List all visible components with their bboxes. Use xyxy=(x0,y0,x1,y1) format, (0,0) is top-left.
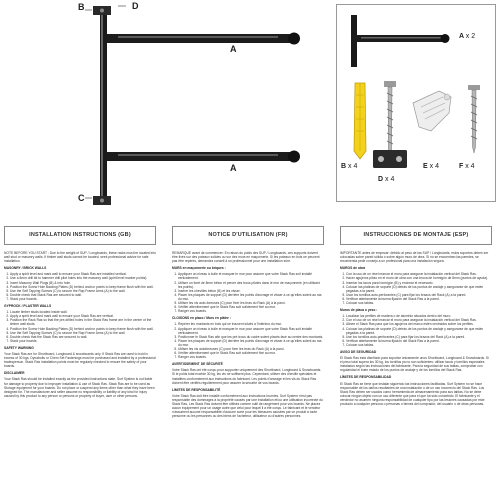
step-item: 3. Insérer les chevilles béton (B) et les visser. xyxy=(178,289,324,293)
section-title: Muros de placa o yeso : xyxy=(340,308,378,313)
part-a-label: A x 2 xyxy=(459,33,476,40)
label-a-lower: A xyxy=(230,163,237,173)
step-item: 6. Vérifier attentivement que le Stack Ras soit solidement fixé au mur. xyxy=(178,305,324,309)
instruction-column-3 xyxy=(340,226,492,496)
step-item: 6. Double check that the Stack Ras are secured to wall. xyxy=(10,335,156,339)
step-item: 7. Colocar sus tablas. xyxy=(346,343,492,347)
step-item: 4. Placer les plaques de support (D) derrière les points d'ancrage et visser à ce qu'elles soient au ras du mur. xyxy=(178,293,324,301)
safety-paragraph: Votre Stack Ras ont été conçu pour supporter uniquement des Shortboard, Longboard & Snowboards. Si le poids total excède 30 kg, les vis ne suffisent plus. Cependant, utiliser des cheville spéciales et installées conformément aux instructions du fabricant. Les points d'ancrage et les vis du Stack Ras doivent être vérifiés régulièrement pour assurer la sécurité de vos boards. xyxy=(172,368,322,385)
step-item: 7. Ranger vos boards. xyxy=(178,309,324,313)
part-d-backing-plate xyxy=(372,148,410,172)
step-item: 5. Utiliser les vis autoforeuses (C) pour fixer les bras du Rack (A) à la paroi. xyxy=(178,347,324,351)
step-item: 1. Locate timber studs located inside wall. xyxy=(10,310,156,314)
step-item: 3. Insertar los tacos para hormigón (B) y encimar el necesario. xyxy=(346,281,492,285)
instruction-column-2 xyxy=(172,226,324,496)
column-heading: INSTRUCCIONES DE MONTAJE (ESP) xyxy=(340,226,492,245)
step-item: 5. Use los tornillos auto-perforantes (C) para fijar los brazos del Rack (A) a la pared. xyxy=(346,335,492,339)
disclaimer-title: LÍMITES DE RESPONSABILIDAD xyxy=(340,375,392,380)
step-item: 7. Stack your boards. xyxy=(10,339,156,343)
step-item: 5. Use the Self Tapping Screws (C) to secure the Rap Frame Arms (A) to the wall. xyxy=(10,289,156,293)
step-item: 5. Utiliser les vis auto-foreuses (C) pour fixer les bras du Rack (A) à la paroi. xyxy=(178,301,324,305)
step-list xyxy=(346,314,492,347)
part-a-bracket xyxy=(343,11,453,71)
step-item: 7. Colocar sus tablas. xyxy=(346,301,492,305)
rack-illustration xyxy=(80,0,320,210)
disclaimer-title: LIMITES DE RESPONSABILITÉ xyxy=(172,387,221,392)
step-item: 6. Double check that Stack Ras are secured to wall. xyxy=(10,293,156,297)
intro-paragraph: IMPORTANTE antes de empezar: debido al peso de las SUP / Longboards, estos soportes deben ser colocadas sobre pared sólida o sobre algún muro de obra. Si no se encuentran las paredes, se recomienda pedir consejo a un profesional para una instalación segura. xyxy=(340,251,489,264)
step-item: 6. Verificar atentamente la buena fijación del Stack Ras a la pared. xyxy=(346,339,492,343)
rack-arm-lower xyxy=(102,152,298,161)
disclaimer-paragraph: Votre Stack Ras doit être installé conformément aux instructions fournies. Surf System n'est pas responsable des dommages à la propriété causés par une installation et/ou une utilisation incorrecte du Stack Ras. Les Stack Ras doivent être utilisés comme outil de rangement pour vos boards. Ne placez aucun équipement pour un usage autre que celui pour lequel il a été conçu. Le fabricant et le vendeur n'assument aucune responsabilité d'aucune sorte pour les blessures causées par ce produit à toute personne ou les personnes ou des biens de l'acheteur, utilisateur ou d'autres personnes. xyxy=(172,393,323,419)
part-d-label: D x 4 xyxy=(378,176,395,183)
safety-title: SAFETY WARNING xyxy=(4,345,34,350)
label-d: D xyxy=(132,1,139,11)
step-item: 4. Placer les plaques de support (D) derrière les points d'ancrage et visser à ce qu'elles soient au ras du mur. xyxy=(178,339,324,347)
step-item: 2. Use a 8mm drill bit to hammer drill pilot holes into the masonry wall (spirit level marker points). xyxy=(10,276,156,280)
part-e-plaster-anchor xyxy=(409,83,455,143)
step-item: 4. Position the Screw Hole Backing Plates (D) behind anchor points to keep frame flush with the wall. xyxy=(10,285,156,289)
label-b: B xyxy=(78,2,85,12)
step-item: 6. Verificar atentamente la buena fijación del Stack Ras a la pared. xyxy=(346,297,492,301)
step-item: 4. Position the Screw Hole Backing Plates (D) behind anchor points to keep frame flush with the wall. xyxy=(10,327,156,331)
column-heading: NOTICE D'UTILISATION (FR) xyxy=(172,226,324,245)
safety-title: AVISO DE SEGURIDAD xyxy=(340,349,377,354)
step-item: 1. Con la uso de un nivel marcar el muro para asegurar la instalación vertical del Stack Ras. xyxy=(346,272,492,276)
step-item: 6. Vérifier attentivement que le Stack Ras soit solidement fixé au mur. xyxy=(178,351,324,355)
safety-paragraph: Your Stack Ras are for Shortboard, Longboard & snowboards only. If Stack Ras are used to hold in excess of 30 kgs, Dynabolts or Chem Set Fastenings must be purchased and installed by a professional tradesperson. Stack Ras installation points must be regularly checked to ensure the safety of your boards. xyxy=(4,351,156,369)
step-item: 4. Colocar las platinas de soporte (D) detrás de los puntos de anclaje y asegurarse de que estén pegadas a la pared. xyxy=(346,327,492,335)
step-item: 2. Con el uso de un nivel marcar el muro para asegurar la instalación vertical del Stack Ras. xyxy=(346,318,492,322)
step-item: 1. Apply a spirit level and mark wall to ensure your Stack Ras are installed vertical. xyxy=(10,272,156,276)
step-list xyxy=(346,272,492,305)
label-c: C xyxy=(78,193,85,203)
section-title: GYPROCK / PLASTER WALLS xyxy=(4,304,52,309)
disclaimer-paragraph: Your Stack Ras should be installed exactly as the provided instructions state. Surf System is not liable for damage to property due to improper installation & use of Stack Ras. Stack Ras are to be used as Storage equipment for your boards. Do not place or suspend any items other than what they have been designed for. The manufacturer and seller assume no responsibility or liability of any kind for injury caused by this product to any person or persons or property of buyer, user or other persons. xyxy=(4,377,155,398)
step-item: 1. Appliquer un niveau à bulle et marquer le mur pour assurer que votre Stack Ras soit installé verticalement. xyxy=(178,272,324,280)
intro-paragraph: REMARQUE avant de commencer: En raison du poids des SUP / Longboards, ces supports doivent être fixés sur des poteaux solides ou sur des murs en maçonnerie. Si les poteaux en bois ne peuvent pas être repérés, demandez conseil à un professionnel pour une installation sûre. xyxy=(172,251,320,264)
section-title: MURS en maçonnerie ou briques : xyxy=(172,266,226,271)
part-f-label: F x 4 xyxy=(459,163,475,170)
step-item: 5. Use the Self Tapping Screws (C) to secure the Rap Frame Arms (A) to the wall. xyxy=(10,331,156,335)
step-item: 3. Insert Masonry Wall Plugs (B) & into hole. xyxy=(10,281,156,285)
step-item: 3. Alinee el Stack Ras para que los agujeros del marco estén centrados sobre los perfiles. xyxy=(346,322,492,326)
step-item: 1. Localizar los perfiles de madera o de aluminio situados dentro del muro. xyxy=(346,314,492,318)
step-list xyxy=(10,272,156,301)
part-e-label: E x 4 xyxy=(423,163,439,170)
rack-arm-upper xyxy=(102,34,298,43)
intro-paragraph: NOTE BEFORE YOU START : Due to the weight of SUP / Longboards, these racks must be located into wall stud or masonry walls. If timber wall studs cannot be located, seek professional advice for safe installation. xyxy=(4,251,156,264)
section-title: MASONRY / BRICK WALLS xyxy=(4,266,47,271)
section-title: CLOISONS en placo / Murs en plâtre : xyxy=(172,316,231,321)
disclaimer-title: DISCLAIMER xyxy=(4,371,25,376)
step-item: 7. Stack your boards. xyxy=(10,297,156,301)
part-d xyxy=(368,148,458,198)
safety-paragraph: El Stack Ras está diseñado para soportar únicamente unos Shortboard, Longboard & Snowboards. Si el peso total supera los 30 kg, los tornillos ya no son suficientes: utilizar tacos y tornillos especiales instalados según las instrucciones del fabricante. Para la seguridad de sus tablas, comprobar con regularidad el buen estado de los puntos de anclaje y de los tornillos del Stack Ras. xyxy=(340,356,489,373)
step-list xyxy=(178,272,324,313)
step-item: 3. Positionner le Stack Ras afin que les pré-trous du cadre soient placés face au centre des montants. xyxy=(178,335,324,339)
step-list xyxy=(178,322,324,359)
step-item: 2. Apply a spirit level and mark wall to ensure your Stack Ras are vertical. xyxy=(10,314,156,318)
part-f-screw xyxy=(465,83,483,155)
instruction-column-1 xyxy=(4,226,156,496)
column-heading: INSTALLATION INSTRUCTIONS (GB) xyxy=(4,226,156,245)
disclaimer-paragraph: El Stack Ras se tiene que instalar siguiendo las instrucciones facilitadas. Surf System no se hace responsable de los daños resultantes de una instalación o de un uso incorrecto del Stack Ras. Los Stack Ras deben ser usados como herramienta de almacenamiento para sus tablas. No se debe colocar ningún objeto con un uso diferente que para el que ha sido concebido. El fabricante y el vendedor no asumen ninguna responsabilidad de cualquier tipo por las lesiones causadas por este producto a cualquier persona o personas o bienes del comprador, del usuario o de otras personas. xyxy=(340,381,485,406)
step-list xyxy=(10,310,156,343)
step-item: 7. Ranger vos boards. xyxy=(178,355,324,359)
step-item: 2. Appliquer un niveau à bulle et marquer le mur pour assurer que votre Stack Ras soit installé verticalement. xyxy=(178,327,324,335)
step-item: 2. Utiliser un foret de 8mm béton et percer des trous pilotes dans le mur de maçonnerie (en utilisant les points). xyxy=(178,281,324,289)
label-a-upper: A xyxy=(230,44,237,54)
step-item: 2. Hacer agujeros piloto en el muro de obra con una broca de hormigón de 8mm (puntos de ayuda). xyxy=(346,276,492,280)
step-item: 3. Position the Rack Ras so that the pre-drilled holes in the Stack Ras frame are in the centre of the timber wall studs. xyxy=(10,318,156,326)
safety-title: AVERTISSEMENT DE SÉCURITÉ xyxy=(172,362,223,367)
step-item: 5. Usar los tornillos auto-perforantes (C) para fijar los brazos del Rack (A) a la pared. xyxy=(346,293,492,297)
step-item: 1. Repérer les montants en bois qui se trouvent situés à l'intérieur du mur. xyxy=(178,322,324,326)
part-b-label: B x 4 xyxy=(341,163,358,170)
rack-diagram xyxy=(80,0,320,210)
section-title: MUROS de obra xyxy=(340,266,366,271)
step-item: 4. Colocar las platinas de soporte (D) detrás de los puntos de anclaje y asegurarse de que estén pegadas a la pared. xyxy=(346,285,492,293)
